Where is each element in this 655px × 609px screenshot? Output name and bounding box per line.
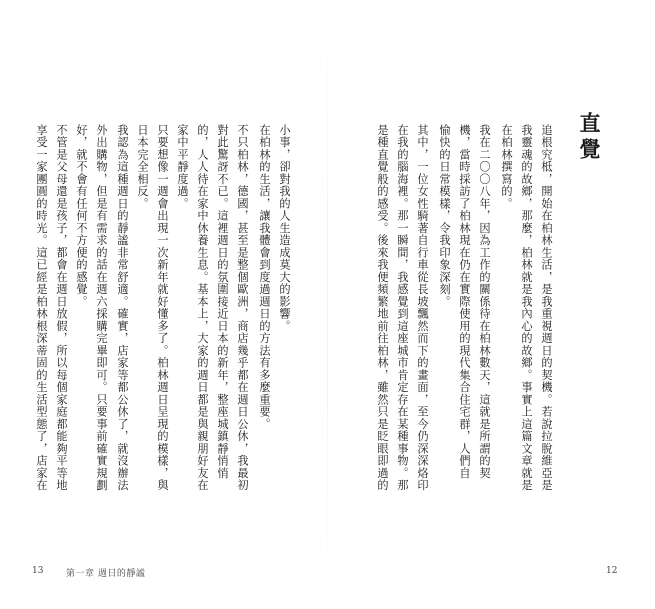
left-page-line: 外出購物，但是有需求的話在週六採購完畢即可。只要事前確實規劃 — [95, 124, 108, 492]
right-page-line: 在柏林撰寫的。 — [500, 124, 513, 210]
right-page-line: 其中，一位女性騎著自行車從長坡飄然而下的畫面，至今仍深深烙印 — [416, 124, 429, 492]
left-page-line: 享受一家團圓的時光。這已經是柏林根深蒂固的生活型態了，店家在 — [35, 124, 48, 492]
left-page-line: 的，人人待在家中休養生息。基本上，大家的週日都是與親朋好友在 — [196, 124, 209, 492]
left-page-number: 13 — [32, 566, 44, 576]
right-page-line: 追根究柢，開始在柏林生活，是我重視週日的契機。若說拉脫維亞是 — [540, 124, 553, 492]
left-page-line: 小事，卻對我的人生造成莫大的影響。 — [278, 124, 291, 333]
left-page-line: 只要想像一週會出現一次新年就好懂多了。柏林週日呈現的模樣，與 — [156, 124, 169, 492]
right-page-line: 機，當時採訪了柏林現在仍在實際使用的現代集合住宅群，人們自 — [458, 124, 471, 480]
right-page-line: 在我的腦海裡。那一瞬間，我感覺到這座城市肯定存在某種事物。那 — [396, 124, 409, 492]
right-page-number: 12 — [606, 566, 618, 576]
left-page-line: 在柏林的生活，讓我體會到度過週日的方法有多麼重要。 — [258, 124, 271, 431]
right-page-line: 愉快的日常模樣，令我印象深刻。 — [438, 124, 451, 308]
chapter-title: 直覺 — [577, 112, 602, 164]
left-page-line: 好，就不會有任何不方便的感覺。 — [75, 124, 88, 308]
left-page-line: 不只柏林，德國，甚至是整個歐洲，商店幾乎都在週日公休，我最初 — [236, 124, 249, 492]
running-head: 第一章 週日的靜謐 — [66, 569, 146, 579]
left-page-line: 不管是父母還是孩子，都會在週日放假，所以每個家庭都能夠平等地 — [55, 124, 68, 492]
left-page-line: 家中平靜度過。 — [176, 124, 189, 210]
right-page-line: 我在二〇〇八年，因為工作的關係待在柏林數天，這就是所謂的契 — [478, 124, 491, 480]
left-page-line: 我認為這種週日的靜謐非常舒適。確實，店家等都公休了，就沒辦法 — [116, 124, 129, 492]
left-page-line: 日本完全相反。 — [136, 124, 149, 210]
right-page-line: 我靈魂的故鄉，那麼，柏林就是我內心的故鄉。事實上這篇文章就是 — [520, 124, 533, 492]
right-page-line: 是種直覺般的感受。後來我便頻繁地前往柏林，雖然只是眨眼即過的 — [376, 124, 389, 492]
book-gutter — [327, 0, 328, 609]
left-page-line: 對此驚訝不已。這裡週日的氛圍接近日本的新年，整座城鎮靜悄悄 — [216, 124, 229, 480]
